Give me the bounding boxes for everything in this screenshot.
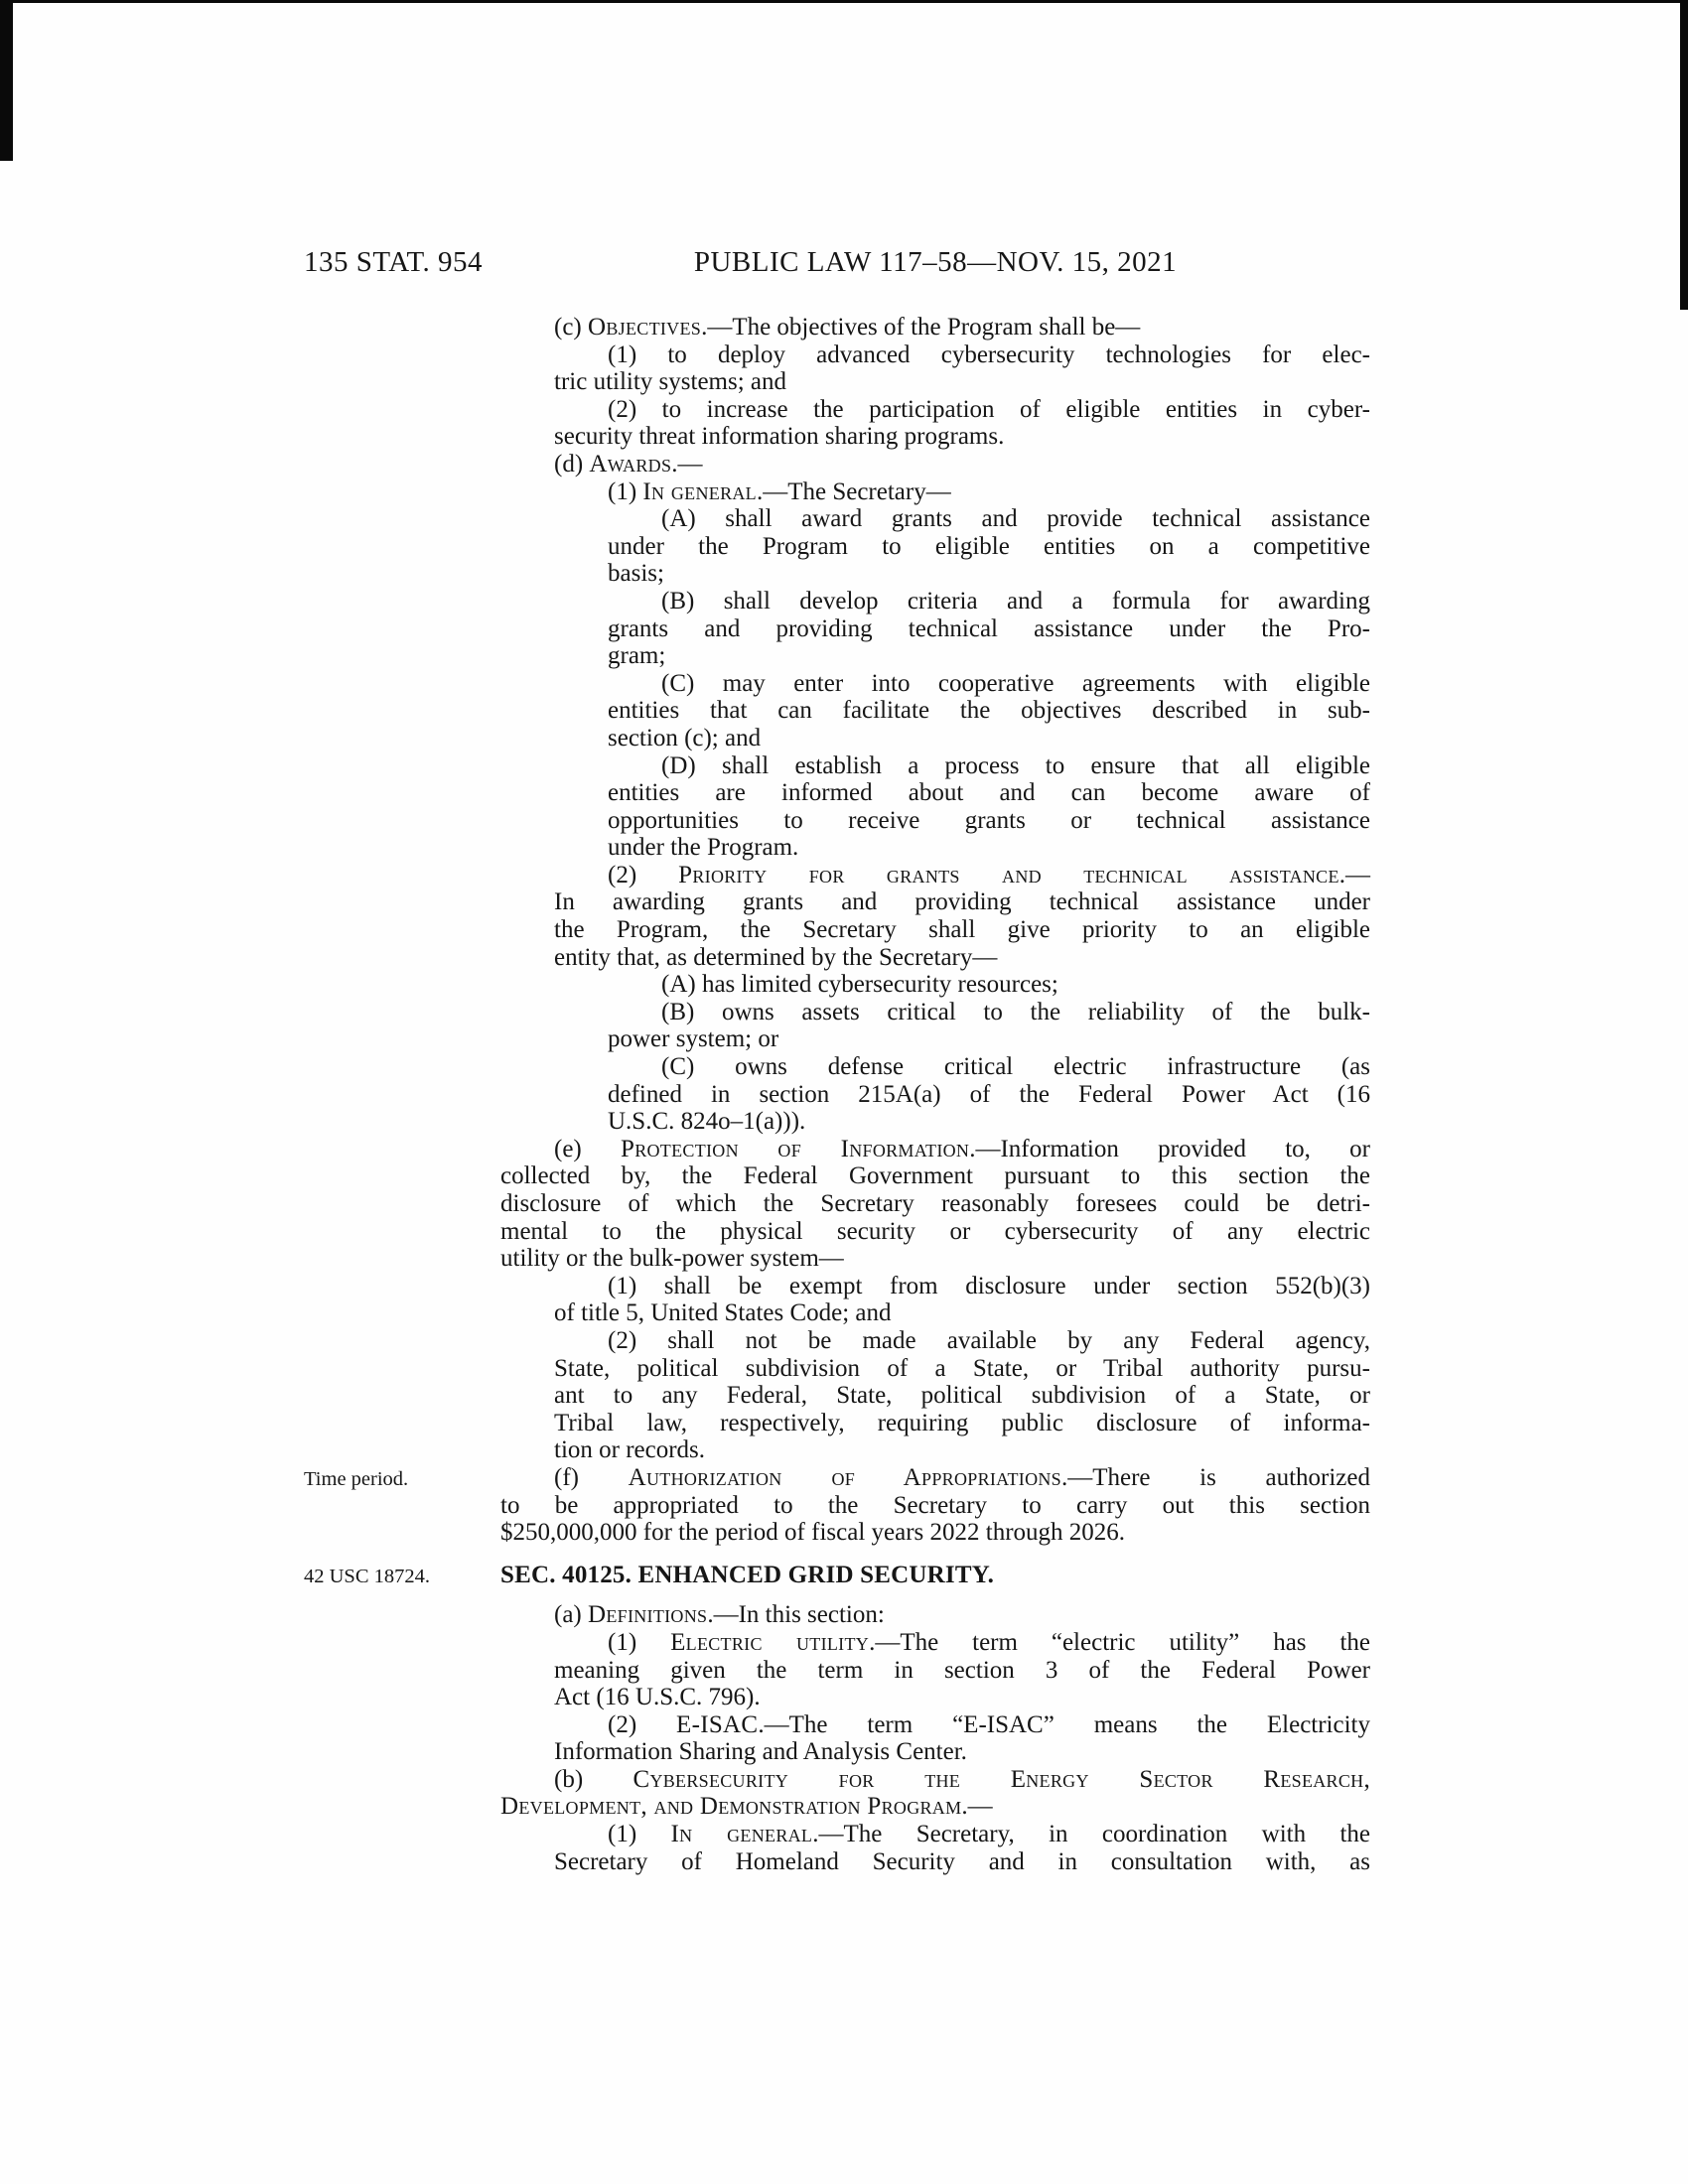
statute-line <box>608 533 1370 561</box>
text-run: (c) <box>554 314 588 341</box>
law-title: PUBLIC LAW 117–58—NOV. 15, 2021 <box>693 246 1178 278</box>
statute-line <box>500 1793 1370 1821</box>
text-run: (b) <box>554 1765 633 1793</box>
small-caps-term: Definitions <box>588 1601 708 1629</box>
text-run: In awarding grants and providing technical assistance under <box>554 888 1370 916</box>
text-run: mental to the physical security or cybersecurity of any electric <box>500 1217 1370 1245</box>
text-run: disclosure of which the Secretary reasonably foresees could be detri- <box>500 1190 1370 1217</box>
statute-line <box>554 423 1370 451</box>
text-run: under the Program to eligible entities on a competitive <box>608 532 1370 560</box>
text-run: entities that can facilitate the objectives described in sub- <box>608 697 1370 725</box>
statute-line <box>554 314 1370 341</box>
statute-line <box>500 1492 1370 1520</box>
text-run: gram; <box>608 642 666 670</box>
text-run: (2) to increase the participation of eligible entities in cyber- <box>608 395 1370 423</box>
statute-line <box>554 1299 1370 1327</box>
margin-note: 42 USC 18724. <box>304 1566 431 1587</box>
text-run: .—There is authorized <box>1060 1463 1370 1491</box>
text-run: (A) has limited cybersecurity resources; <box>661 971 1058 999</box>
statute-line <box>608 1273 1370 1300</box>
text-run: section (c); and <box>608 724 762 751</box>
text-run: (1) <box>608 1628 671 1656</box>
text-run: .— <box>1338 861 1370 888</box>
text-run: (1) <box>608 478 643 505</box>
statute-line <box>608 615 1370 643</box>
margin-note: Time period. <box>304 1468 409 1490</box>
text-run: .—The term “electric utility” has the <box>869 1628 1370 1656</box>
statute-line <box>608 1327 1370 1355</box>
section-heading: SEC. 40125. ENHANCED GRID SECURITY. <box>500 1561 995 1588</box>
statute-line <box>608 1108 1370 1136</box>
text-run: .—The objectives of the Program shall be— <box>701 314 1141 341</box>
small-caps-term: Development, and Demonstration Program <box>500 1793 962 1821</box>
statute-line <box>608 1081 1370 1109</box>
text-run: to be appropriated to the Secretary to carry out this section <box>500 1491 1370 1519</box>
statute-line <box>554 888 1370 916</box>
text-run: (B) shall develop criteria and a formula for awarding <box>661 587 1370 614</box>
text-run: basis; <box>608 560 664 588</box>
statute-line <box>608 807 1370 835</box>
statute-line <box>500 1218 1370 1246</box>
text-run: grants and providing technical assistance under the Pro- <box>608 614 1370 642</box>
text-run: utility or the bulk-power system— <box>500 1245 844 1273</box>
text-run: security threat information sharing programs. <box>554 423 1005 451</box>
text-run: .—The Secretary— <box>756 478 951 505</box>
statute-line <box>554 1848 1370 1876</box>
statute-line <box>554 1657 1370 1685</box>
text-run: .—The Secretary, in coordination with the <box>812 1821 1370 1848</box>
small-caps-term: Protection of Information <box>621 1135 970 1162</box>
statute-body <box>500 314 1370 1875</box>
statute-line <box>500 1519 1370 1547</box>
statute-line <box>608 1629 1370 1657</box>
small-caps-term: Priority for grants and technical assistance <box>678 861 1339 888</box>
text-run: (A) shall award grants and provide technical assistance <box>661 505 1370 533</box>
text-run: Information Sharing and Analysis Center. <box>554 1738 967 1766</box>
text-run: (2) <box>608 861 679 888</box>
small-caps-term: Authorization of Appropriations <box>628 1463 1061 1491</box>
small-caps-term: In general <box>642 478 757 505</box>
text-run: .—The term “E-ISAC” means the Electricity <box>758 1710 1370 1738</box>
small-caps-term: Objectives <box>588 314 702 341</box>
statute-line <box>608 396 1370 424</box>
small-caps-term: Awards <box>589 450 672 478</box>
text-run: (1) <box>608 1821 671 1848</box>
statute-line <box>608 341 1370 369</box>
text-run: ant to any Federal, State, political subdivision of a State, or <box>554 1382 1370 1410</box>
statute-line <box>554 916 1370 944</box>
statute-line <box>554 1136 1370 1163</box>
statute-line <box>608 697 1370 725</box>
text-run: (B) owns assets critical to the reliability of the bulk- <box>661 998 1370 1025</box>
statute-line <box>608 560 1370 588</box>
statute-line <box>554 1766 1370 1794</box>
statute-line <box>500 1245 1370 1273</box>
text-run: (C) owns defense critical electric infrastructure (as <box>661 1053 1370 1081</box>
statute-line <box>608 725 1370 752</box>
text-run: .—In this section: <box>707 1601 885 1629</box>
statute-line <box>661 752 1370 780</box>
statute-line <box>554 1464 1370 1492</box>
scan-artifact-left-edge <box>0 0 13 161</box>
statute-line <box>661 999 1370 1026</box>
small-caps-term: In general <box>670 1821 813 1848</box>
stat-page-number: 135 STAT. 954 <box>304 246 484 278</box>
statute-content <box>304 314 1370 1875</box>
statute-line <box>554 1382 1370 1410</box>
scan-artifact-right-edge <box>1680 0 1688 310</box>
text-run: (a) <box>554 1601 588 1629</box>
text-run: power system; or <box>608 1025 779 1053</box>
text-run: (C) may enter into cooperative agreements with eligible <box>661 669 1370 697</box>
statute-line <box>661 971 1370 999</box>
text-run: (2) <box>608 1710 677 1738</box>
text-run: (D) shall establish a process to ensure that all eligible <box>661 751 1370 779</box>
statute-line <box>608 834 1370 862</box>
text-run: .—Information provided to, or <box>969 1135 1370 1162</box>
statute-line <box>661 1053 1370 1081</box>
text-run: (e) <box>554 1135 621 1162</box>
statute-line <box>554 1684 1370 1711</box>
text-run: (f) <box>554 1463 629 1491</box>
page-header <box>304 246 1370 286</box>
text-run: $250,000,000 for the period of fiscal years 2022 through 2026. <box>500 1519 1126 1547</box>
text-run: entities are informed about and can become aware of <box>608 779 1370 807</box>
text-run: defined in section 215A(a) of the Federal Power Act (16 <box>608 1080 1370 1108</box>
statute-line <box>608 478 1370 506</box>
statute-line <box>500 1190 1370 1218</box>
text-run: .— <box>961 1793 993 1821</box>
statute-line <box>661 505 1370 533</box>
text-run: .— <box>671 450 703 478</box>
text-run: the Program, the Secretary shall give priority to an eligible <box>554 916 1370 944</box>
scan-artifact-top-edge <box>0 0 1688 3</box>
text-run: (d) <box>554 450 590 478</box>
statute-line <box>608 1025 1370 1053</box>
statute-line <box>554 1738 1370 1766</box>
text-run: State, political subdivision of a State, or Tribal authority pursu- <box>554 1354 1370 1382</box>
small-caps-term: Electric utility <box>670 1628 870 1656</box>
statute-line <box>554 944 1370 972</box>
text-run: tric utility systems; and <box>554 368 787 396</box>
statute-line <box>608 862 1370 889</box>
text-run: meaning given the term in section 3 of the Federal Power <box>554 1656 1370 1684</box>
text-run: under the Program. <box>608 834 799 862</box>
text-run: Tribal law, respectively, requiring public disclosure of informa- <box>554 1409 1370 1436</box>
text-run: Act (16 U.S.C. 796). <box>554 1684 761 1711</box>
statute-line <box>608 1711 1370 1739</box>
text-run: tion or records. <box>554 1436 706 1464</box>
text-run: (1) to deploy advanced cybersecurity technologies for elec- <box>608 341 1370 368</box>
statute-line <box>554 1436 1370 1464</box>
statute-line <box>554 1355 1370 1383</box>
text-run: entity that, as determined by the Secretary— <box>554 943 998 971</box>
text-run: of title 5, United States Code; and <box>554 1299 892 1327</box>
statute-line <box>608 1821 1370 1848</box>
statute-line <box>554 1410 1370 1437</box>
statute-line <box>500 1162 1370 1190</box>
statute-line <box>661 670 1370 698</box>
statute-line <box>608 779 1370 807</box>
text-run: Secretary of Homeland Security and in consultation with, as <box>554 1847 1370 1875</box>
text-run: opportunities to receive grants or technical assistance <box>608 806 1370 834</box>
text-run: (1) shall be exempt from disclosure under section 552(b)(3) <box>608 1272 1370 1299</box>
statute-line <box>661 588 1370 615</box>
text-run: collected by, the Federal Government pursuant to this section the <box>500 1162 1370 1190</box>
text-run: (2) shall not be made available by any Federal agency, <box>608 1326 1370 1354</box>
statute-line <box>554 1601 1370 1629</box>
small-caps-term: Cybersecurity for the Energy Sector Research, <box>633 1765 1370 1793</box>
text-run: U.S.C. 824o–1(a))). <box>608 1108 806 1136</box>
small-caps-term: E-ISAC <box>676 1710 759 1738</box>
statute-line <box>554 368 1370 396</box>
statute-line <box>608 642 1370 670</box>
statute-line <box>554 451 1370 478</box>
